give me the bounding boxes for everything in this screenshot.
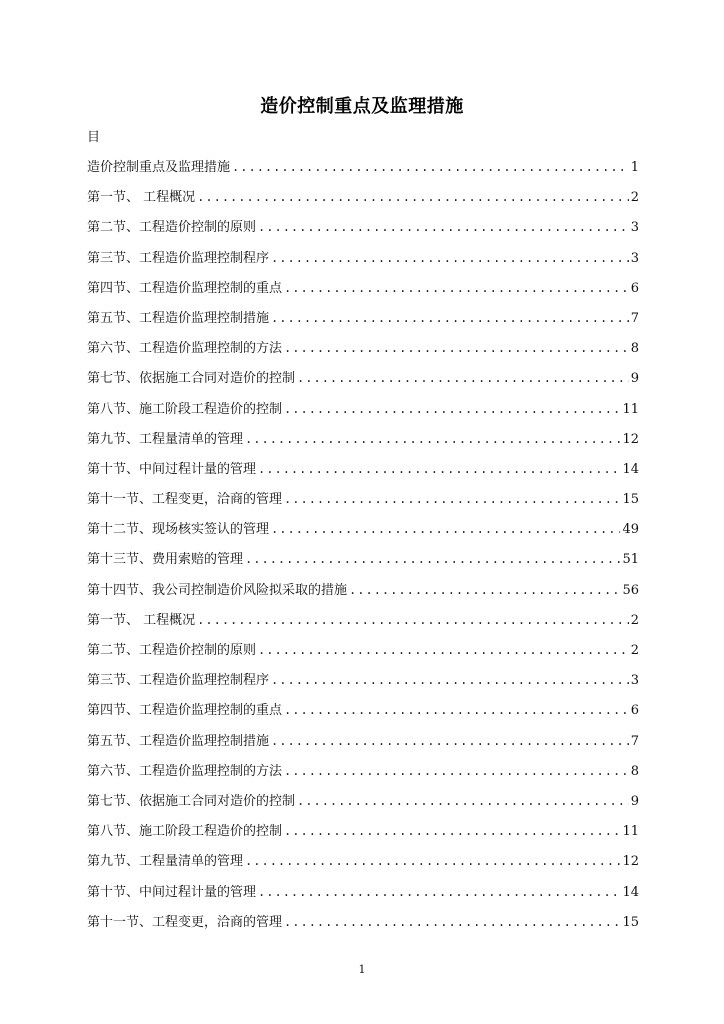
toc-entry[interactable] xyxy=(87,786,639,816)
toc-dot-leader xyxy=(284,907,620,937)
toc-entry-page-number: 12 xyxy=(622,431,639,447)
toc-entry-page-number: 6 xyxy=(630,703,639,719)
toc-dot-leader xyxy=(258,454,620,484)
toc-dot-leader xyxy=(271,303,629,333)
toc-entry-label: 第二节、工程造价控制的原则 xyxy=(87,220,257,236)
toc-dot-leader xyxy=(258,877,620,907)
toc-entry[interactable] xyxy=(87,726,639,756)
toc-entry-page-number: 11 xyxy=(622,401,639,417)
toc-entry-label: 第十节、中间过程计量的管理 xyxy=(87,461,257,477)
toc-entry-label: 第四节、工程造价监理控制的重点 xyxy=(87,703,283,719)
toc-dot-leader xyxy=(297,786,629,816)
toc-entry-label: 造价控制重点及监理措施 xyxy=(87,160,231,175)
toc-entry-page-number: 11 xyxy=(622,824,639,840)
toc-entry[interactable] xyxy=(87,514,639,544)
toc-entry-page-number: 2 xyxy=(630,612,639,628)
toc-entry[interactable] xyxy=(87,544,639,574)
toc-entry-label: 第九节、工程量清单的管理 xyxy=(87,854,244,870)
toc-entry-label: 第十三节、费用索赔的管理 xyxy=(87,552,244,568)
toc-entry[interactable] xyxy=(87,363,639,393)
toc-dot-leader xyxy=(284,695,629,725)
toc-entry[interactable] xyxy=(87,424,639,454)
toc-entry-label: 第五节、工程造价监理控制措施 xyxy=(87,733,270,749)
toc-dot-leader xyxy=(284,273,629,303)
toc-dot-leader xyxy=(258,635,629,665)
toc-entry[interactable] xyxy=(87,816,639,846)
toc-entry-page-number: 15 xyxy=(622,492,639,508)
toc-entry-page-number: 9 xyxy=(630,371,639,387)
toc-entry[interactable] xyxy=(87,575,639,605)
toc-entry-label: 第八节、施工阶段工程造价的控制 xyxy=(87,824,283,840)
toc-entry[interactable] xyxy=(87,907,639,937)
toc-entry-label: 第十一节、工程变更，洽商的管理 xyxy=(87,914,283,930)
toc-entry-label: 第三节、工程造价监理控制程序 xyxy=(87,250,270,266)
toc-entry-page-number: 7 xyxy=(630,733,639,749)
document-title: 造价控制重点及监理措施 xyxy=(260,96,464,117)
toc-entry-page-number: 7 xyxy=(630,310,639,326)
toc-dot-leader xyxy=(284,333,629,363)
toc-entry[interactable] xyxy=(87,484,639,514)
toc-entry-label: 第十节、中间过程计量的管理 xyxy=(87,884,257,900)
toc-dot-leader xyxy=(284,816,620,846)
toc-entry-label: 第九节、工程量清单的管理 xyxy=(87,431,244,447)
toc-entry-label: 第十二节、现场核实签认的管理 xyxy=(87,522,270,538)
toc-entry[interactable] xyxy=(87,182,639,212)
toc-entry-page-number: 8 xyxy=(630,763,639,779)
toc-entry-label: 第七节、依据施工合同对造价的控制 xyxy=(87,371,296,387)
toc-entry[interactable] xyxy=(87,695,639,725)
toc-entry-label: 第三节、工程造价监理控制程序 xyxy=(87,673,270,689)
toc-dot-leader xyxy=(197,605,629,635)
toc-entry[interactable] xyxy=(87,846,639,876)
toc-entry-label: 第一节、 工程概况 xyxy=(87,190,196,206)
toc-entry-label: 第十四节、我公司控制造价风险拟采取的措施 xyxy=(87,582,348,598)
toc-dot-leader xyxy=(284,484,620,514)
toc-entry-page-number: 3 xyxy=(630,220,639,236)
toc-dot-leader xyxy=(258,212,629,242)
table-of-contents xyxy=(87,152,639,937)
toc-entry-page-number: 14 xyxy=(622,461,639,477)
toc-entry-label: 第六节、工程造价监理控制的方法 xyxy=(87,341,283,357)
toc-dot-leader xyxy=(297,363,629,393)
toc-entry[interactable] xyxy=(87,152,639,182)
toc-entry[interactable] xyxy=(87,394,639,424)
toc-entry[interactable] xyxy=(87,756,639,786)
toc-entry-label: 第十一节、工程变更，洽商的管理 xyxy=(87,492,283,508)
toc-entry-page-number: 9 xyxy=(630,793,639,809)
toc-entry-label: 第八节、施工阶段工程造价的控制 xyxy=(87,401,283,417)
toc-entry-label: 第七节、依据施工合同对造价的控制 xyxy=(87,793,296,809)
toc-dot-leader xyxy=(197,182,629,212)
toc-entry-label: 第一节、 工程概况 xyxy=(87,612,196,628)
toc-entry-page-number: 2 xyxy=(630,643,639,658)
toc-entry-page-number: 6 xyxy=(630,280,639,296)
toc-entry[interactable] xyxy=(87,303,639,333)
toc-entry-page-number: 49 xyxy=(622,522,639,538)
toc-entry[interactable] xyxy=(87,665,639,695)
toc-dot-leader xyxy=(245,424,620,454)
toc-entry-label: 第二节、工程造价控制的原则 xyxy=(87,643,257,658)
toc-entry-page-number: 12 xyxy=(622,854,639,870)
toc-entry-page-number: 51 xyxy=(622,552,639,568)
toc-entry-page-number: 15 xyxy=(622,914,639,930)
toc-entry-page-number: 14 xyxy=(622,884,639,900)
toc-dot-leader xyxy=(284,756,629,786)
toc-entry-page-number: 3 xyxy=(630,673,639,689)
toc-dot-leader xyxy=(245,846,620,876)
toc-entry[interactable] xyxy=(87,605,639,635)
toc-entry-label: 第六节、工程造价监理控制的方法 xyxy=(87,763,283,779)
toc-dot-leader xyxy=(271,243,629,273)
toc-dot-leader xyxy=(284,394,620,424)
toc-dot-leader xyxy=(349,575,620,605)
toc-entry-label: 第四节、工程造价监理控制的重点 xyxy=(87,280,283,296)
toc-entry-page-number: 56 xyxy=(622,582,639,598)
toc-entry-label: 第五节、工程造价监理控制措施 xyxy=(87,310,270,326)
toc-entry[interactable] xyxy=(87,635,639,665)
toc-dot-leader xyxy=(271,514,620,544)
toc-dot-leader xyxy=(232,152,629,182)
toc-entry[interactable] xyxy=(87,273,639,303)
page-number: 1 xyxy=(358,963,366,976)
toc-dot-leader xyxy=(271,726,629,756)
toc-entry[interactable] xyxy=(87,243,639,273)
toc-entry-page-number: 2 xyxy=(630,190,639,206)
toc-entry-page-number: 1 xyxy=(630,160,639,175)
toc-entry-page-number: 8 xyxy=(630,341,639,357)
toc-heading: 目 xyxy=(87,130,101,145)
toc-entry[interactable] xyxy=(87,333,639,363)
toc-entry[interactable] xyxy=(87,877,639,907)
toc-entry-page-number: 3 xyxy=(630,250,639,266)
toc-entry[interactable] xyxy=(87,212,639,242)
toc-entry[interactable] xyxy=(87,454,639,484)
toc-dot-leader xyxy=(271,665,629,695)
toc-dot-leader xyxy=(245,544,620,574)
